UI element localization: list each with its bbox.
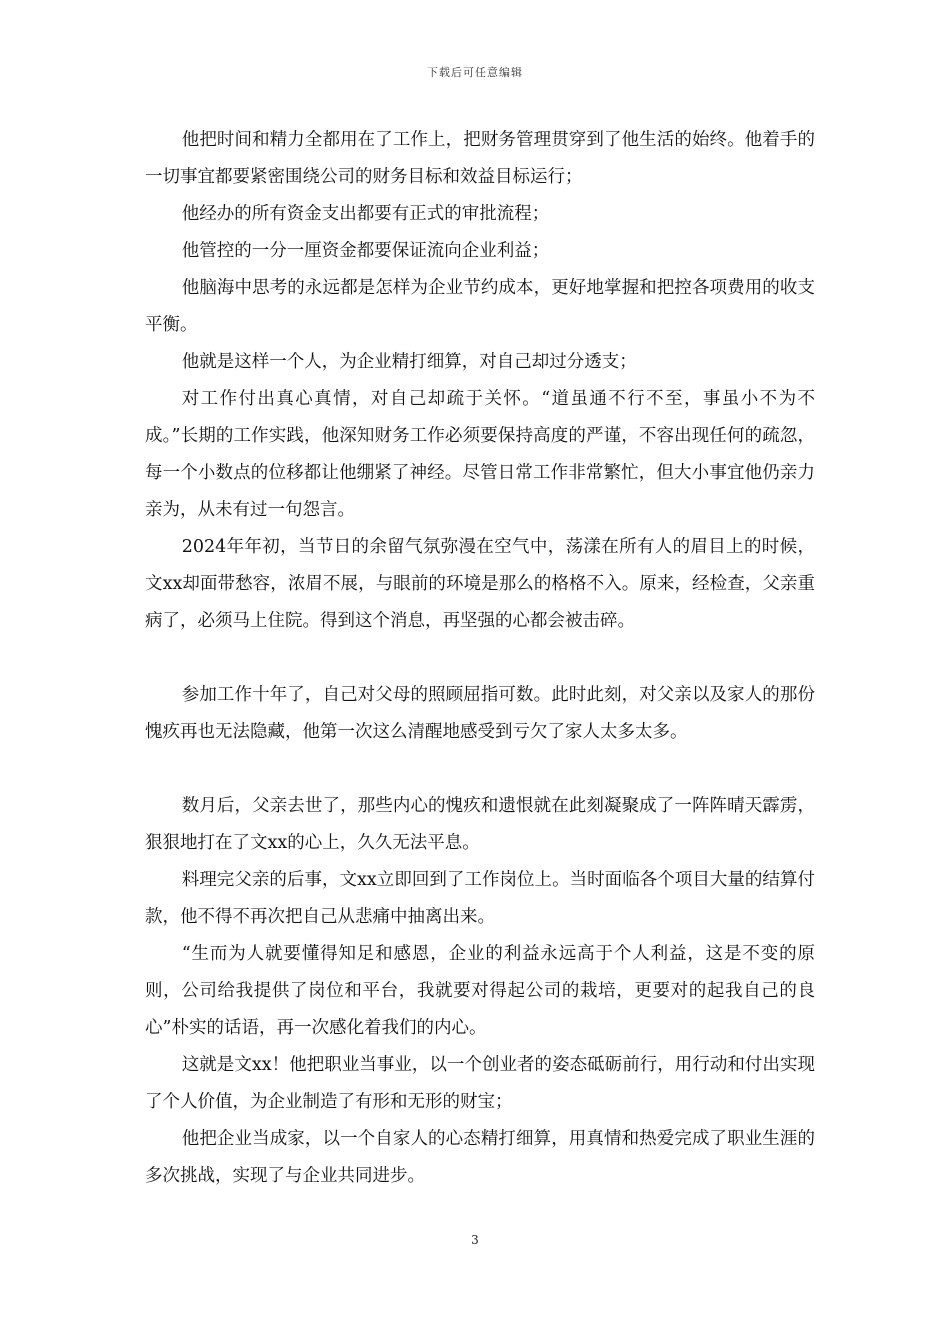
paragraph: 他就是这样一个人，为企业精打细算，对自己却过分透支； [181, 352, 637, 372]
paragraph: 对工作付出真心真情，对自己却疏于关怀。“道虽通不行不至，事虽小不为不成。”长期的工作实践，他深知财务工作必须要保持高度的严谨，不容出现任何的疏忽，每一个小数点的位移都让他绷紧了神经。尽管日常工作非常繁忙，但大小事宜他仍亲力亲为，从未有过一句怨言。 [145, 389, 815, 520]
paragraph: 2024年年初，当节日的余留气氛弥漫在空气中，荡漾在所有人的眉目上的时候，文xx却面带愁容，浓眉不展，与眼前的环境是那么的格格不入。原来，经检查，父亲重病了，必须马上住院。得到这个消息，再坚强的心都会被击碎。 [145, 537, 815, 631]
paragraph: 他管控的一分一厘资金都要保证流向企业利益； [181, 241, 550, 261]
paragraph: 料理完父亲的后事，文xx立即回到了工作岗位上。当时面临各个项目大量的结算付款，他不得不再次把自己从悲痛中抽离出来。 [145, 870, 815, 927]
paragraph: 他脑海中思考的永远都是怎样为企业节约成本，更好地掌握和把控各项费用的收支平衡。 [145, 278, 815, 335]
paragraph: 他经办的所有资金支出都要有正式的审批流程； [181, 204, 550, 224]
page-number: 3 [471, 1233, 479, 1247]
paragraph: 这就是文xx！他把职业当事业，以一个创业者的姿态砥砺前行，用行动和付出实现了个人价值，为企业制造了有形和无形的财宝； [145, 1055, 815, 1112]
paragraph: 他把企业当成家，以一个自家人的心态精打细算，用真情和热爱完成了职业生涯的多次挑战，实现了与企业共同进步。 [145, 1129, 815, 1186]
paragraph: 数月后，父亲去世了，那些内心的愧疚和遗恨就在此刻凝聚成了一阵阵晴天霹雳，狠狠地打在了文xx的心上，久久无法平息。 [145, 796, 815, 853]
paragraph: 参加工作十年了，自己对父母的照顾屈指可数。此时此刻，对父亲以及家人的那份愧疚再也无法隐藏，他第一次这么清醒地感受到亏欠了家人太多太多。 [145, 685, 815, 742]
paragraph: “生而为人就要懂得知足和感恩，企业的利益永远高于个人利益，这是不变的原则，公司给我提供了岗位和平台，我就要对得起公司的栽培，更要对的起我自己的良心”朴实的话语，再一次感化着我们的内心。 [145, 944, 815, 1038]
document-body [145, 122, 815, 1195]
page-header: 下载后可任意编辑 [427, 66, 523, 79]
paragraph: 他把时间和精力全都用在了工作上，把财务管理贯穿到了他生活的始终。他着手的一切事宜都要紧密围绕公司的财务目标和效益目标运行； [145, 130, 815, 187]
